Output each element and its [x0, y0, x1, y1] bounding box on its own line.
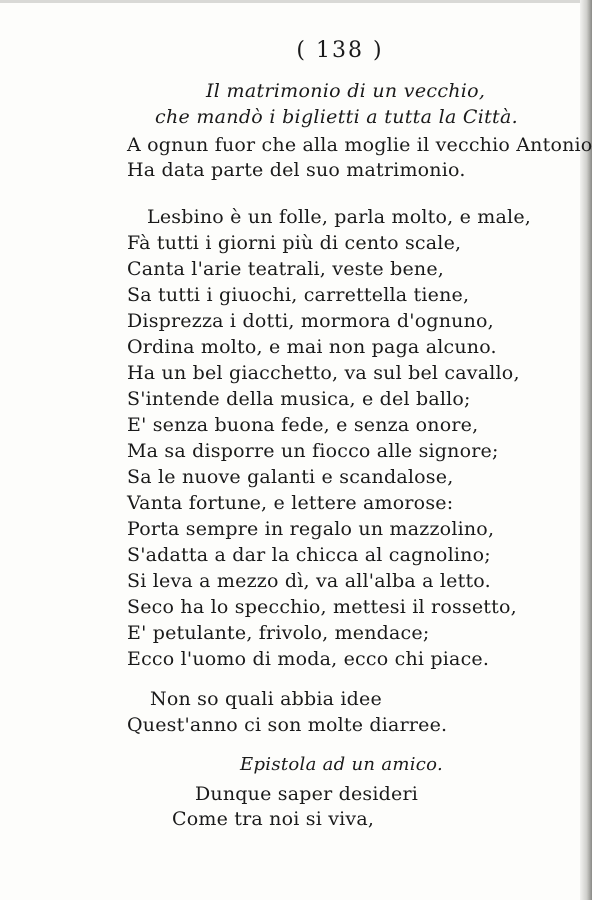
- poem-line: Disprezza i dotti, mormora d'ognuno,: [127, 310, 494, 332]
- poem-line: Fà tutti i giorni più di cento scale,: [127, 232, 462, 254]
- poem-line: S'intende della musica, e del ballo;: [127, 388, 471, 410]
- poem-line: Vanta fortune, e lettere amorose:: [127, 492, 454, 514]
- epistola-heading: Epistola ad un amico.: [240, 754, 443, 775]
- poem-line: Ha un bel giacchetto, va sul bel cavallo,: [127, 362, 520, 384]
- poem-line: Seco ha lo specchio, mettesi il rossetto,: [127, 596, 517, 618]
- poem-title-line-1: Il matrimonio di un vecchio,: [206, 80, 486, 102]
- page-top-edge: [0, 0, 592, 3]
- poem-line: Porta sempre in regalo un mazzolino,: [127, 518, 495, 540]
- poem-line: Lesbino è un folle, parla molto, e male,: [147, 206, 532, 228]
- poem-line: Come tra noi si viva,: [172, 808, 375, 830]
- poem-line: Sa tutti i giuochi, carrettella tiene,: [127, 284, 470, 306]
- poem-line: Canta l'arie teatrali, veste bene,: [127, 258, 445, 280]
- poem-line: Ecco l'uomo di moda, ecco chi piace.: [127, 648, 490, 670]
- poem-line: Ha data parte del suo matrimonio.: [127, 159, 466, 181]
- poem-line: Si leva a mezzo dì, va all'alba a letto.: [127, 570, 491, 592]
- poem-line: A ognun fuor che alla moglie il vecchio Antonio: [127, 134, 592, 156]
- poem-line: Sa le nuove galanti e scandalose,: [127, 466, 454, 488]
- poem-line: Non so quali abbia idee: [150, 688, 382, 710]
- poem-line: S'adatta a dar la chicca al cagnolino;: [127, 544, 491, 566]
- poem-line: E' senza buona fede, e senza onore,: [127, 414, 479, 436]
- poem-line: Ma sa disporre un fiocco alle signore;: [127, 440, 499, 462]
- poem-line: Ordina molto, e mai non paga alcuno.: [127, 336, 497, 358]
- poem-line: Quest'anno ci son molte diarree.: [127, 714, 448, 736]
- poem-line: E' petulante, frivolo, mendace;: [127, 622, 430, 644]
- poem-title-line-2: che mandò i biglietti a tutta la Città.: [155, 106, 518, 128]
- poem-line: Dunque saper desideri: [195, 783, 418, 805]
- page-number: ( 138 ): [296, 38, 384, 63]
